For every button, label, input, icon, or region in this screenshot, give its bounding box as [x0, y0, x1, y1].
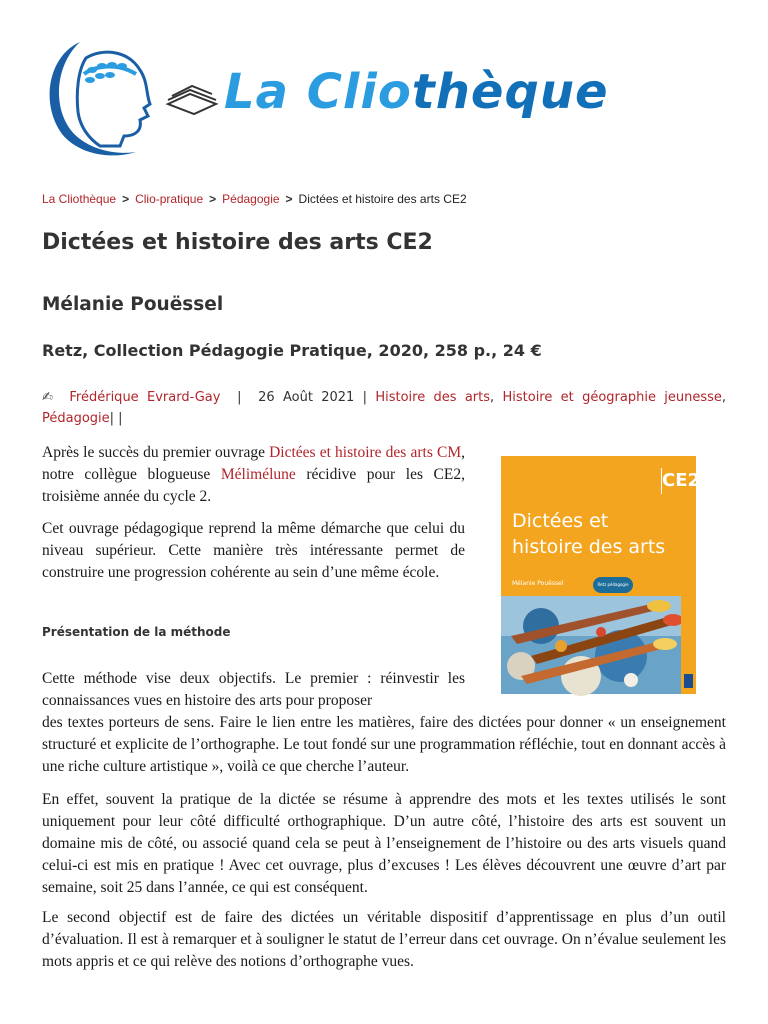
paragraph-objectif-1-start: Cette méthode vise deux objectifs. Le premier : réinvestir les connaissances vues en histoire des arts pour proposer	[42, 670, 465, 709]
meta-separator: |	[362, 390, 368, 405]
link-melimelune[interactable]: Mélimélune	[220, 466, 296, 483]
breadcrumb-link-pedagogie[interactable]: Pédagogie	[222, 192, 280, 206]
pen-icon: ✍	[42, 390, 58, 405]
breadcrumb-link-home[interactable]: La Cliothèque	[42, 192, 117, 206]
open-books-icon	[164, 82, 220, 118]
chevron-right-icon: >	[285, 192, 293, 206]
post-date: 26 Août 2021	[258, 390, 355, 405]
book-cover-image	[501, 456, 701, 694]
section-heading: Présentation de la méthode	[42, 625, 231, 639]
paintbrushes-illustration	[501, 596, 681, 694]
site-logo[interactable]	[40, 34, 700, 164]
breadcrumb-current: Dictées et histoire des arts CE2	[298, 192, 467, 206]
cover-level: CE2	[661, 468, 692, 494]
breadcrumb-link-clio-pratique[interactable]: Clio-pratique	[135, 192, 204, 206]
category-link-histoire-des-arts[interactable]: Histoire des arts	[375, 390, 491, 405]
meta-separator: |	[237, 390, 242, 405]
logo-wordmark: La Cliothèque	[224, 64, 609, 120]
publisher-logo	[684, 674, 693, 688]
page-title: Dictées et histoire des arts CE2	[42, 230, 433, 255]
paragraph-intro: Après le succès du premier ouvrage Dictées et histoire des arts CM, notre collègue blogueuse Mélimélune récidive pour les CE2, troisième année du cycle 2.	[42, 444, 465, 505]
chevron-right-icon: >	[122, 192, 130, 206]
cover-title: Dictées et histoire des arts	[512, 510, 666, 558]
chevron-right-icon: >	[209, 192, 217, 206]
category-link-histoire-geo-jeunesse[interactable]: Histoire et géographie jeunesse	[502, 390, 722, 405]
paragraph-objectif-1-end: des textes porteurs de sens. Faire le lien entre les matières, faire des dictées pour donner « un enseignement structuré et explicite de l’orthographe. Le tout fondé sur une programmation réfléchie, tout en donnant accès à une riche culture artistique », voilà ce que cherche l’auteur.	[42, 714, 726, 775]
book-publication: Retz, Collection Pédagogie Pratique, 2020, 258 p., 24 €	[42, 341, 542, 360]
post-meta: ✍ Frédérique Evrard-Gay | 26 Août 2021 | Histoire des arts, Histoire et géographie jeunesse, Pédagogie| |	[42, 390, 727, 426]
book-author: Mélanie Pouëssel	[42, 294, 224, 315]
reviewer-link[interactable]: Frédérique Evrard-Gay	[69, 390, 221, 405]
cover-badge: Retz pédagogie	[593, 577, 633, 593]
paragraph-demarche: Cet ouvrage pédagogique reprend la même démarche que celui du niveau supérieur. Cette manière très intéressante permet de construire une progression cohérente au sein d’une même école.	[42, 520, 465, 581]
cover-author: Mélanie Pouëssel	[512, 580, 564, 587]
breadcrumb	[42, 192, 467, 206]
link-dictees-cm[interactable]: Dictées et histoire des arts CM	[269, 444, 462, 461]
paragraph-en-effet: En effet, souvent la pratique de la dictée se résume à apprendre des mots et les textes utilisés le sont uniquement pour leur côté difficulté orthographique. D’un autre côté, l’histoire des arts est souvent un domaine mis de côté, ou associé quand cela se peut à l’enseignement de l’histoire ou des arts visuels quand celui-ci est mis en pratique ! Avec cet ouvrage, plus d’excuses ! Les élèves découvrent une œuvre d’art par semaine, soit 25 dans l’année, ce qui est conséquent.	[42, 791, 726, 896]
clio-head-laurel-icon	[40, 34, 160, 164]
meta-trailing: | |	[109, 411, 123, 426]
category-link-pedagogie[interactable]: Pédagogie	[42, 411, 110, 426]
paragraph-second-objectif: Le second objectif est de faire des dictées un véritable dispositif d’apprentissage en plus d’un outil d’évaluation. Il est à remarquer et à souligner le statut de l’erreur dans cet ouvrage. On n’évalue seulement les mots appris et ce qui relève des notions d’orthographe vues.	[42, 909, 726, 970]
